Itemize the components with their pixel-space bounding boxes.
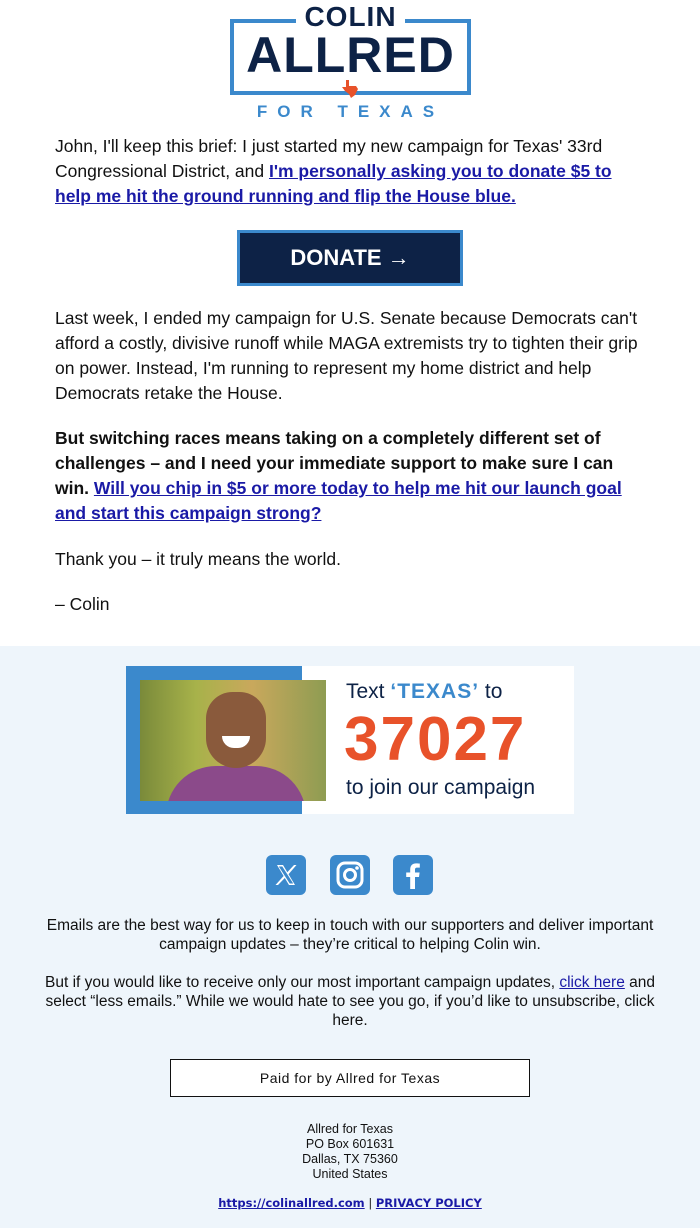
switching-bold-text: But switching races means taking on a completely different set of challenges – and I need your immediate support to make sure I can win.	[55, 428, 614, 498]
intro-paragraph	[55, 134, 647, 209]
campaign-logo	[230, 0, 471, 122]
x-icon[interactable]	[266, 855, 306, 895]
facebook-icon[interactable]	[393, 855, 433, 895]
footer-links: https://colinallred.com | PRIVACY POLICY	[218, 1196, 482, 1210]
text-signup-banner[interactable]	[126, 666, 574, 814]
logo-for-texas: FOR TEXAS	[256, 102, 445, 121]
texas-star-icon	[340, 78, 362, 100]
mailing-address: Allred for Texas PO Box 601631 Dallas, TX 75360 United States	[302, 1122, 398, 1181]
donate-button[interactable]: DONATE →	[237, 230, 463, 286]
senate-text: Last week, I ended my campaign for U.S. Senate because Democrats can't afford a costly, divisive runoff while MAGA extremists try to tighten their grip on power. Instead, I'm running to represent my home district and help Democrats retake the House.	[55, 308, 638, 403]
footer-paragraph-2: But if you would like to receive only our most important campaign updates, click here and select “less emails.” While we would hate to see you go, if you’d like to unsubscribe, click here.	[45, 974, 655, 1029]
paragraph-senate	[55, 306, 647, 406]
paragraph-switching	[55, 426, 647, 526]
intro-text: John, I'll keep this brief: I just started my new campaign for Texas' 33rd Congressional District, and	[55, 136, 603, 181]
privacy-policy-link[interactable]: PRIVACY POLICY	[375, 1196, 482, 1210]
footer	[0, 646, 700, 1228]
donate-link-2[interactable]: Will you chip in $5 or more today to help me hit our launch goal and start this campaign strong?	[55, 478, 622, 523]
footer-paragraph-1: Emails are the best way for us to keep in touch with our supporters and deliver important campaign updates – they’re critical to helping Colin win.	[46, 917, 654, 953]
signoff: – Colin	[55, 594, 110, 614]
thanks-text: Thank you – it truly means the world.	[55, 549, 341, 569]
paid-for-disclaimer: Paid for by Allred for Texas	[170, 1059, 530, 1097]
donate-link-1[interactable]: I'm personally asking you to donate $5 to help me hit the ground running and flip the House blue.	[55, 161, 612, 206]
banner-shortcode: 37027	[344, 705, 527, 774]
website-link[interactable]: https://colinallred.com	[218, 1196, 365, 1210]
banner-keyword: ‘TEXAS’	[390, 680, 480, 703]
logo-allred: ALLRED	[246, 27, 455, 83]
banner-text-bottom: to join our campaign	[346, 776, 536, 799]
candidate-photo	[140, 680, 326, 801]
instagram-icon[interactable]	[330, 855, 370, 895]
logo-colin: COLIN	[296, 1, 404, 32]
banner-text-top: Text ‘TEXAS’ to	[346, 680, 503, 703]
less-emails-link[interactable]: click here	[559, 974, 625, 991]
